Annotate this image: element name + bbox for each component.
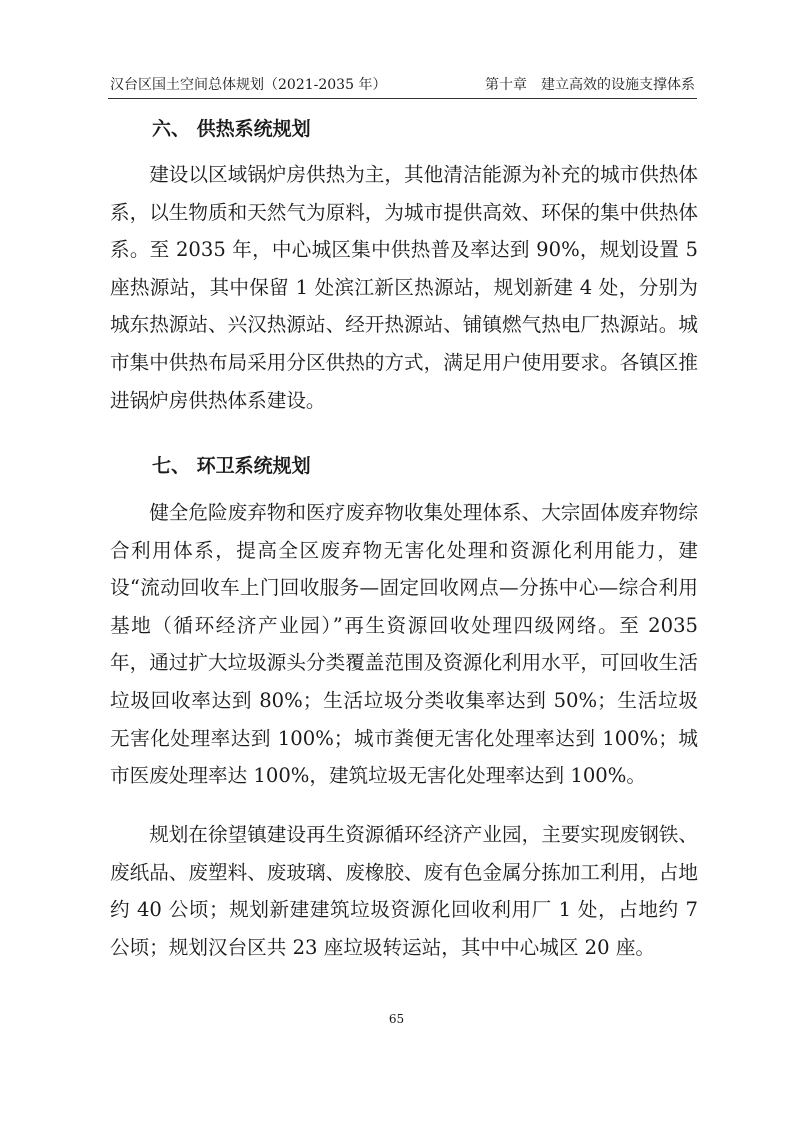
paragraph-sanitation-network: 健全危险废弃物和医疗废弃物收集处理体系、大宗固体废弃物综合利用体系，提高全区废弃物无害化处理和资源化利用能力，建设“流动回收车上门回收服务—固定回收网点—分拣中心—综合利用基地（循环经济产业园）”再生资源回收处理四级网络。至 2035 年，通过扩大垃圾源头分类覆盖范围及资源化利用水平，可回收生活垃圾回收率达到 80%；生活垃圾分类收集率达到 50%；生活垃圾无害化处理率达到 100%；城市粪便无害化处理率达到 100%；城市医废处理率达 100%，建筑垃圾无害化处理率达到 100%。 [110,501,698,788]
paragraph-sanitation-facilities: 规划在徐望镇建设再生资源循环经济产业园，主要实现废钢铁、废纸品、废塑料、废玻璃、废橡胶、废有色金属分拣加工利用，占地约 40 公顷；规划新建建筑垃圾资源化回收利用厂 1 处，占地约 7 公顷；规划汉台区共 23 座垃圾转运站，其中中心城区 20 座。 [110,823,698,959]
section-heading-heating: 六、 供热系统规划 [152,118,311,140]
header-document-title: 汉台区国土空间总体规划（2021-2035 年） [110,77,387,93]
section-heading-sanitation: 七、 环卫系统规划 [152,455,311,477]
page-header [108,74,697,99]
page-number: 65 [388,1012,405,1026]
header-chapter-title: 第十章 建立高效的设施支撑体系 [485,77,695,93]
paragraph-heating: 建设以区域锅炉房供热为主，其他清洁能源为补充的城市供热体系，以生物质和天然气为原料，为城市提供高效、环保的集中供热体系。至 2035 年，中心城区集中供热普及率达到 90%，规划设置 5 座热源站，其中保留 1 处滨江新区热源站，规划新建 4 处，分别为城东热源站、兴汉热源站、经开热源站、铺镇燃气热电厂热源站。城市集中供热布局采用分区供热的方式，满足用户使用要求。各镇区推进锅炉房供热体系建设。 [110,163,698,412]
